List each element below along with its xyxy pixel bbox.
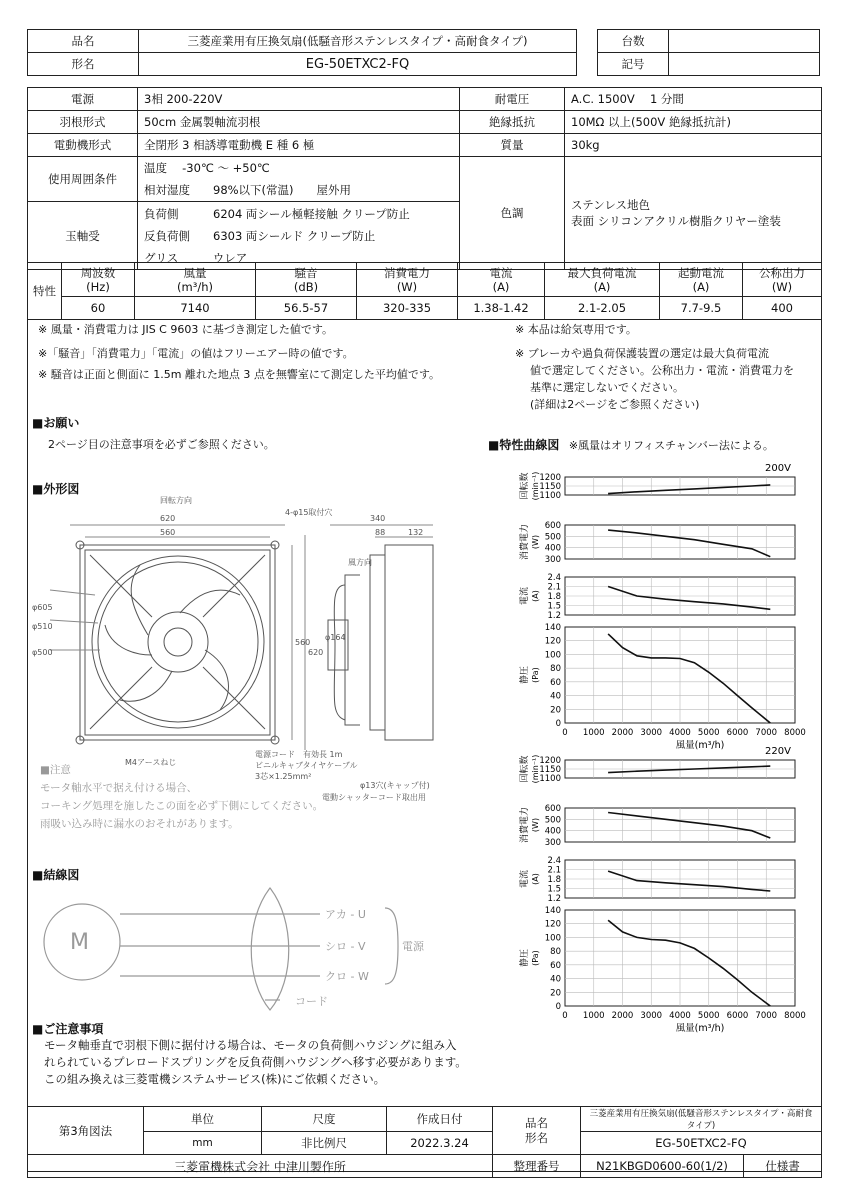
char-header: 起動電流 (A)	[660, 263, 743, 297]
power-value: 3相 200-220V	[138, 88, 460, 111]
motor-label: 電動機形式	[28, 134, 138, 157]
char-header: 消費電力 (W)	[357, 263, 458, 297]
series-line	[608, 530, 770, 557]
projection-label: 第3角図法	[28, 1107, 144, 1155]
cap-label-2: 電動シャッターコード取出用	[322, 793, 426, 802]
series-line	[608, 766, 770, 773]
x-axis-label: 風量(m³/h)	[675, 740, 725, 751]
y-tick-label: 2.1	[547, 582, 561, 593]
y-axis-unit: (W)	[531, 817, 540, 833]
y-axis-unit: (min⁻¹)	[531, 471, 540, 501]
y-tick-label: 1.2	[547, 894, 561, 904]
airflow-label: 風方向	[348, 558, 372, 567]
earth-label: M4アースねじ	[125, 758, 177, 767]
y-tick-label: 80	[550, 947, 561, 958]
withstand-value: A.C. 1500V 1 分間	[565, 88, 822, 111]
y-tick-label: 100	[544, 933, 561, 944]
env-temp: 温度 -30℃ ～ +50℃	[144, 161, 270, 175]
phi605-label: φ605	[32, 603, 53, 612]
note-jis: ※ 風量・消費電力は JIS C 9603 に基づき測定した値です。	[38, 323, 333, 336]
ref-label: 整理番号	[493, 1155, 581, 1178]
y-tick-label: 120	[544, 919, 561, 930]
y-tick-label: 300	[544, 838, 561, 848]
y-axis-label: 回転数	[520, 755, 530, 783]
y-tick-label: 300	[544, 555, 561, 565]
request-title: ■お願い	[32, 416, 80, 430]
spec-table	[27, 87, 822, 270]
withstand-label: 耐電圧	[460, 88, 565, 111]
unit-value: mm	[144, 1132, 262, 1155]
cord-label-1: 電源コード 有効長 1m	[255, 750, 343, 759]
cord-label-2: ビニルキャブタイヤケーブル	[255, 761, 358, 770]
env-humidity: 相対湿度 98%以下(常温) 屋外用	[144, 183, 352, 197]
caution-title: ■ご注意事項	[32, 1022, 104, 1036]
char-value: 1.38-1.42	[458, 297, 545, 320]
y-axis-label: 消費電力	[520, 806, 530, 844]
model-value: EG-50ETXC2-FQ	[139, 53, 577, 76]
y-tick-label: 80	[550, 664, 561, 675]
note-noise: ※ 騒音は正面と側面に 1.5m 離れた地点 3 点を無響室にて測定した平均値です。	[38, 368, 441, 381]
hole-label: 4-φ15取付穴	[285, 508, 333, 517]
y-tick-label: 2.4	[547, 573, 561, 583]
y-tick-label: 500	[544, 815, 561, 826]
y-tick-label: 600	[544, 521, 561, 531]
y-tick-label: 20	[550, 988, 561, 999]
bearing-grease: グリス ウレア	[144, 250, 248, 265]
y-axis-unit: (A)	[531, 873, 540, 885]
chart-title: 200V	[765, 463, 791, 474]
x-tick-label: 7000	[755, 1011, 778, 1021]
x-tick-label: 1000	[582, 728, 605, 738]
x-tick-label: 7000	[755, 728, 778, 738]
y-tick-label: 100	[544, 650, 561, 661]
caution-mini-2: コーキング処理を施したこの面を必ず下側にしてください。	[40, 800, 324, 812]
y-axis-unit: (Pa)	[531, 950, 540, 966]
caution-text: モータ軸垂直で羽根下側に据付ける場合は、モータの負荷側ハウジングに組み入 れられているプレロードスプリングを反負荷側ハウジングへ移す必要があります。 この組み換えは三菱電機システムサービス(株)にご依頼ください。	[44, 1038, 467, 1086]
outline-title: ■外形図	[32, 482, 80, 496]
y-tick-label: 1.8	[547, 875, 561, 885]
mark-value	[669, 53, 820, 76]
x-tick-label: 5000	[697, 728, 720, 738]
cord-label: コード	[295, 995, 328, 1008]
char-header: 電流 (A)	[458, 263, 545, 297]
series-line	[608, 587, 770, 610]
y-tick-label: 1100	[539, 774, 561, 784]
note-supply: ※ 本品は給気専用です。	[515, 323, 637, 336]
y-tick-label: 1.8	[547, 592, 561, 602]
x-tick-label: 8000	[784, 728, 806, 738]
dim-v620: 620	[308, 648, 324, 657]
bearing-load: 負荷側 6204 両シール極軽接触 クリープ防止	[144, 206, 410, 221]
date-value: 2022.3.24	[387, 1132, 493, 1155]
y-tick-label: 1150	[539, 765, 561, 775]
y-tick-label: 140	[544, 906, 561, 916]
motor-label: M	[70, 930, 89, 955]
unit-label: 単位	[144, 1107, 262, 1132]
color-value-2: 表面 シリコンアクリル樹脂クリヤー塗装	[571, 214, 781, 228]
y-tick-label: 40	[550, 691, 561, 702]
y-tick-label: 1150	[539, 482, 561, 492]
dim-132: 132	[408, 528, 424, 537]
dim-560: 560	[160, 528, 176, 537]
env-label: 使用周囲条件	[28, 157, 138, 202]
char-value: 320-335	[357, 297, 458, 320]
mass-value: 30kg	[565, 134, 822, 157]
y-axis-label: 静圧	[520, 665, 530, 685]
name-label: 品名	[28, 30, 139, 53]
scale-label: 尺度	[262, 1107, 387, 1132]
color-label: 色調	[460, 157, 565, 270]
y-tick-label: 1100	[539, 491, 561, 501]
mass-label: 質量	[460, 134, 565, 157]
dim-620: 620	[160, 514, 176, 523]
wire-u: アカ - U	[325, 908, 366, 921]
insulation-value: 10MΩ 以上(500V 絶縁抵抗計)	[565, 111, 822, 134]
power-label: 電源	[28, 88, 138, 111]
blade-value: 50cm 金属製軸流羽根	[138, 111, 460, 134]
y-tick-label: 0	[555, 719, 561, 729]
y-tick-label: 1.2	[547, 611, 561, 621]
y-axis-unit: (A)	[531, 590, 540, 602]
char-value: 400	[743, 297, 822, 320]
scale-value: 非比例尺	[262, 1132, 387, 1155]
y-tick-label: 120	[544, 636, 561, 647]
y-axis-label: 電流	[520, 586, 530, 606]
y-tick-label: 140	[544, 623, 561, 633]
footer-name-value: 三菱産業用有圧換気扇(低騒音形ステンレスタイプ・高耐食タイプ)	[581, 1107, 822, 1132]
qty-value	[669, 30, 820, 53]
wire-w: クロ - W	[325, 970, 369, 983]
y-tick-label: 2.4	[547, 856, 561, 866]
color-value-1: ステンレス地色	[571, 198, 651, 212]
char-value: 2.1-2.05	[545, 297, 660, 320]
y-axis-label: 回転数	[520, 472, 530, 500]
wire-v: シロ - V	[325, 940, 366, 953]
cap-label-1: φ13穴(キャップ付)	[360, 781, 430, 790]
bearing-opp: 反負荷側 6303 両シールド クリープ防止	[144, 228, 376, 243]
cord-label-3: 3芯×1.25mm²	[255, 772, 312, 781]
y-tick-label: 60	[550, 960, 561, 971]
y-tick-label: 1.5	[547, 884, 561, 895]
x-tick-label: 5000	[697, 1011, 720, 1021]
char-header: 公称出力 (W)	[743, 263, 822, 297]
y-tick-label: 1200	[539, 473, 561, 483]
characteristics-table	[27, 262, 822, 320]
wiring-title: ■結線図	[32, 868, 80, 882]
request-text: 2ページ目の注意事項を必ずご参照ください。	[48, 438, 275, 451]
mark-label: 記号	[598, 53, 669, 76]
char-label: 特性	[28, 263, 62, 320]
series-line	[608, 871, 770, 891]
series-line	[608, 813, 770, 839]
curve-heading: ■特性曲線図 ※風量はオリフィスチャンバー法による。	[488, 438, 774, 452]
y-axis-label: 静圧	[520, 948, 530, 968]
char-header: 周波数 (Hz)	[62, 263, 135, 297]
date-label: 作成日付	[387, 1107, 493, 1132]
header-table	[27, 29, 577, 76]
x-tick-label: 4000	[669, 728, 691, 738]
phi500-label: φ500	[32, 648, 53, 657]
x-tick-label: 0	[562, 1011, 568, 1021]
power-label: 電源	[402, 940, 424, 953]
y-axis-unit: (Pa)	[531, 667, 540, 683]
caution-mini-title: ■注意	[40, 764, 71, 776]
rotation-label: 回転方向	[160, 496, 192, 505]
char-value: 7.7-9.5	[660, 297, 743, 320]
x-axis-label: 風量(m³/h)	[675, 1023, 725, 1034]
y-tick-label: 2.1	[547, 865, 561, 876]
doc-type: 仕様書	[744, 1155, 822, 1178]
model-label: 形名	[28, 53, 139, 76]
y-tick-label: 40	[550, 974, 561, 985]
x-tick-label: 4000	[669, 1011, 691, 1021]
outline-drawing	[30, 495, 470, 840]
char-header: 風量 (m³/h)	[135, 263, 256, 297]
x-tick-label: 6000	[726, 1011, 749, 1021]
series-line	[608, 634, 770, 723]
note-breaker: ※ ブレーカや過負荷保護装置の選定は最大負荷電流 値で選定してください。公称出力・電流・消費電力を 基準に選定しないでください。 (詳細は2ページをご参照ください)	[515, 347, 794, 411]
bearing-label: 玉軸受	[28, 202, 138, 270]
wiring-diagram	[30, 880, 450, 1020]
qty-label: 台数	[598, 30, 669, 53]
y-tick-label: 1200	[539, 756, 561, 766]
dim-340: 340	[370, 514, 386, 523]
y-axis-unit: (W)	[531, 534, 540, 550]
phi164-label: φ164	[325, 633, 346, 642]
caution-mini-3: 雨吸い込み時に漏水のおそれがあります。	[40, 818, 239, 830]
x-tick-label: 3000	[640, 1011, 663, 1021]
motor-value: 全閉形 3 相誘導電動機 E 種 6 極	[138, 134, 460, 157]
qty-table	[597, 29, 820, 76]
phi510-label: φ510	[32, 622, 53, 631]
char-header: 最大負荷電流 (A)	[545, 263, 660, 297]
char-header: 騒音 (dB)	[256, 263, 357, 297]
y-tick-label: 60	[550, 677, 561, 688]
footer-table	[27, 1106, 822, 1178]
x-tick-label: 1000	[582, 1011, 605, 1021]
ref-value: N21KBGD0600-60(1/2)	[581, 1155, 744, 1178]
y-tick-label: 600	[544, 804, 561, 814]
x-tick-label: 0	[562, 728, 568, 738]
footer-name-model-label: 品名 形名	[493, 1107, 581, 1155]
x-tick-label: 2000	[611, 1011, 634, 1021]
characteristic-curves	[470, 455, 815, 1035]
char-value: 60	[62, 297, 135, 320]
dim-88: 88	[375, 528, 386, 537]
x-tick-label: 2000	[611, 728, 634, 738]
caution-mini-1: モータ軸水平で据え付ける場合、	[40, 782, 198, 794]
y-axis-unit: (min⁻¹)	[531, 754, 540, 784]
y-tick-label: 500	[544, 532, 561, 543]
series-line	[608, 920, 770, 1006]
footer-model-value: EG-50ETXC2-FQ	[581, 1132, 822, 1155]
y-tick-label: 20	[550, 705, 561, 716]
y-tick-label: 400	[544, 826, 561, 837]
char-value: 56.5-57	[256, 297, 357, 320]
y-tick-label: 400	[544, 543, 561, 554]
note-freeair: ※「騒音」「消費電力」「電流」の値はフリーエアー時の値です。	[38, 347, 354, 360]
y-axis-label: 電流	[520, 869, 530, 889]
chart-title: 220V	[765, 746, 791, 757]
company-name: 三菱電機株式会社 中津川製作所	[28, 1155, 493, 1178]
y-axis-label: 消費電力	[520, 523, 530, 561]
char-value: 7140	[135, 297, 256, 320]
x-tick-label: 8000	[784, 1011, 806, 1021]
y-tick-label: 1.5	[547, 601, 561, 612]
x-tick-label: 6000	[726, 728, 749, 738]
x-tick-label: 3000	[640, 728, 663, 738]
dim-v560: 560	[295, 638, 311, 647]
blade-label: 羽根形式	[28, 111, 138, 134]
insulation-label: 絶縁抵抗	[460, 111, 565, 134]
y-tick-label: 0	[555, 1002, 561, 1012]
name-value: 三菱産業用有圧換気扇(低騒音形ステンレスタイプ・高耐食タイプ)	[139, 30, 577, 53]
